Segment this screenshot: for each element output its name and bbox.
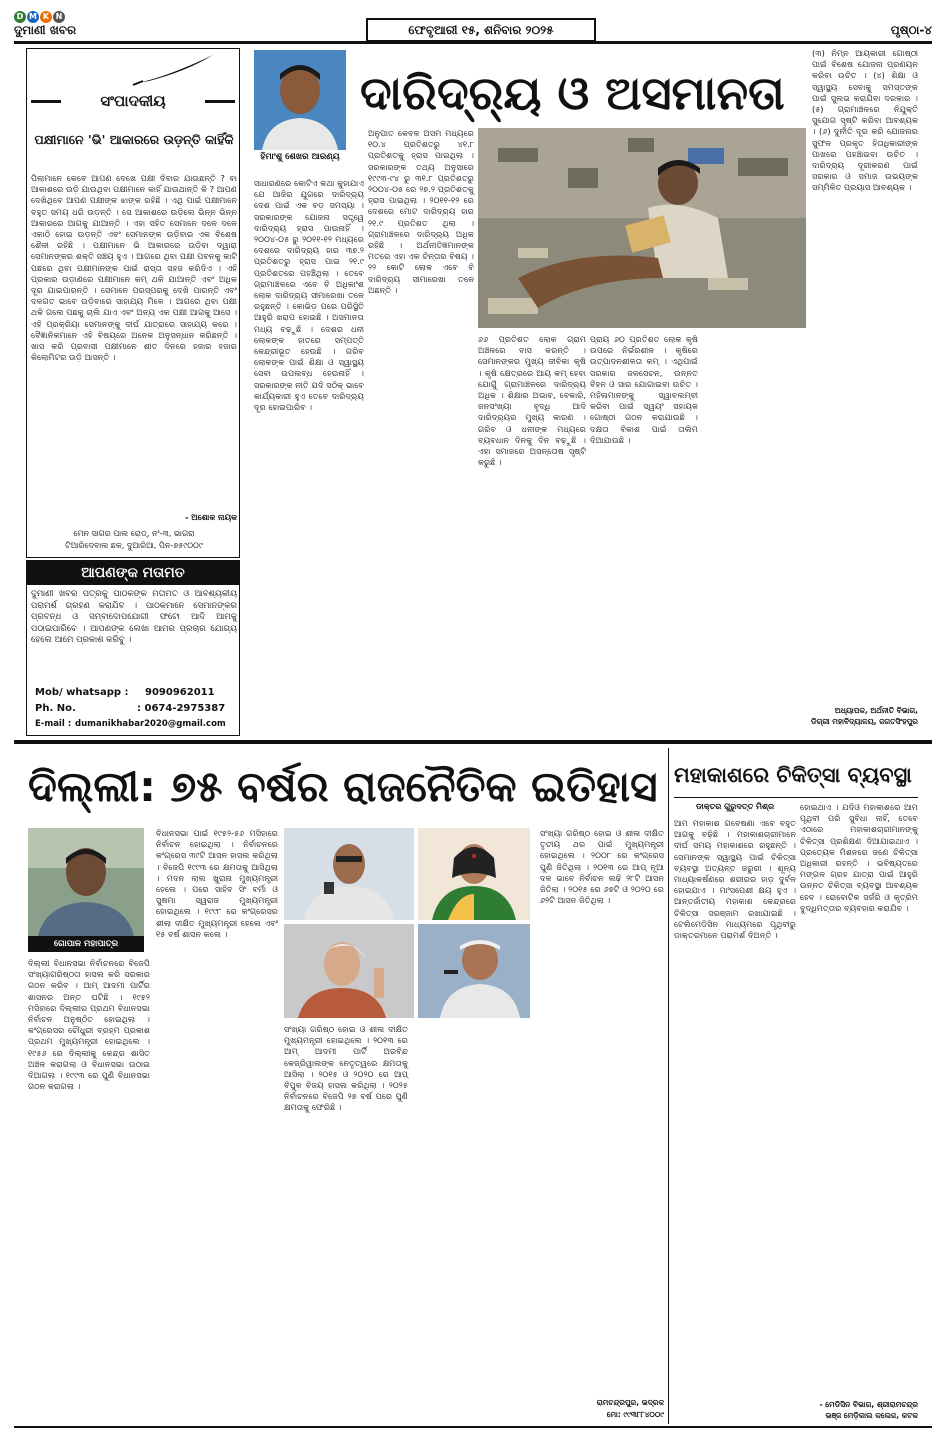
delhi-col-1: ଦିଲ୍ଲୀ ବିଧାନସଭା ନିର୍ବାଚନରେ ବିଜେପି ସଂଖ୍ୟାଗରିଷ୍ଠତା ହାସଲ କରି ସରକାର ଗଠନ କରିବ । ଆମ୍ ଆଦମୀ ପାର୍ଟିର ଶାସନର ଅନ୍ତ ଘଟିଛି । ୧୯୫୨ ମସିହାରେ ଦିଲ୍ଲୀର ପ୍ରଥମ ବିଧାନସଭା ନିର୍ବାଚନ ଅନୁଷ୍ଠିତ ହୋଇଥିଲା । କଂଗ୍ରେସର ଚୌଧୁରୀ ବ୍ରହ୍ମ ପ୍ରକାଶ ପ୍ରଥମ ମୁଖ୍ୟମନ୍ତ୍ରୀ ହୋଇଥିଲେ । ୧୯୫୬ ରେ ଦିଲ୍ଲୀକୁ କେନ୍ଦ୍ର ଶାସିତ ଅଞ୍ଚଳ କରାଗଲା ଓ ବିଧାନସଭା ଉଠାଇ ଦିଆଗଲା । ୧୯୯୩ ରେ ପୁଣି ବିଧାନସଭା ଗଠନ କରାଗଲା । <box>28 958 153 1092</box>
poverty-signature-1: ଅଧ୍ୟାପକ, ଅର୍ଥନୀତି ବିଭାଗ, <box>834 706 918 715</box>
vertical-divider <box>668 748 669 1424</box>
opinion-banner <box>27 561 239 585</box>
logo-letter: M <box>27 11 39 23</box>
contact-email-label: E-mail : <box>35 719 72 729</box>
editorial-author: - ଅଶୋକ ନାୟକ <box>185 513 237 522</box>
contact-email-value[interactable]: dumanikhabar2020@gmail.com <box>75 719 226 729</box>
contact-ph-value[interactable]: : 0674-2975387 <box>137 703 226 714</box>
logo-letter: D <box>14 11 26 23</box>
footer-rule <box>14 1426 932 1428</box>
editorial-address-1: ମେନ ସାଗର ପାଲ ରୋଡ୍, ନଂ-୩, ଭାଗରା <box>73 529 195 538</box>
delhi-col-2: ବିଧାନସଭା ପାଇଁ ୧୯୫୨-୫୬ ମସିହାରେ ନିର୍ବାଚନ ହୋଇଥିଲା । ନିର୍ବାଚନରେ କଂଗ୍ରେସ ୩୯ଟି ଆସନ ହାସଲ କରିଥିଲା । ବିଜେପି ୧୯୯୩ ରେ କ୍ଷମତାକୁ ଆସିଥିଲା । ମଦନ ଲାଲ ଖୁରାନା ମୁଖ୍ୟମନ୍ତ୍ରୀ ହେଲେ । ପରେ ସାହିବ ସିଂ ବର୍ମା ଓ ସୁଷମା ସ୍ୱରାଜ ମୁଖ୍ୟମନ୍ତ୍ରୀ ହୋଇଥିଲେ । ୧୯୯୮ ରେ କଂଗ୍ରେସର ଶୀଲା ଦୀକ୍ଷିତ ମୁଖ୍ୟମନ୍ତ୍ରୀ ହେଲେ ଏବଂ ୧୫ ବର୍ଷ ଶାସନ କଲେ । <box>156 828 281 939</box>
logo-letter: K <box>40 11 52 23</box>
page-number: ପୃଷ୍ଠା-୪ <box>890 23 932 37</box>
logo-letter: N <box>53 11 65 23</box>
editorial-headline: ପକ୍ଷୀମାନେ 'ଭି' ଆକାରରେ ଉଡ଼ନ୍ତି କାହିଁକି <box>34 132 234 147</box>
opinion-body: ଦୁମାଣୀ ଖବର ପତ୍ରକୁ ପାଠକଙ୍କ ମତାମତ ଓ ଆବଶ୍ୟକୀୟ ପରାମର୍ଶ ଗ୍ରହଣ କରାଯିବ । ପାଠକମାନେ ସେମାନଙ୍କର ପ୍ରବନ୍ଧ ଓ ସମ୍ବାଦୋପଯୋଗୀ ଫଟୋ ଆଦି ଆମକୁ ପଠାଇପାରିବେ । ଆପଣଙ୍କ ଲେଖା ଆମର ପ୍ରଚାର ଯୋଗ୍ୟ ହେଲେ ଆମେ ପ୍ରକାଶ କରିବୁ । <box>31 589 240 645</box>
author-photo-poverty <box>254 50 346 150</box>
poverty-col-4: ପ୍ରାୟ ୬୦ ପ୍ରତିଶତ ଲୋକ କୃଷି ଉପରେ ନିର୍ଭରଶୀଳ । କୃଷିରେ ଉତ୍ପାଦନଶୀଳତା କମ୍ । ଏଥିପାଇଁ ସରକାର ଜଳସେଚନ, ଉନ୍ନତ ବିହନ ଓ ସାର ଯୋଗାଇବା ଉଚିତ । ମହିଳାମାନଙ୍କୁ ସ୍ୱାବଲମ୍ବୀ କରିବା ପାଇଁ ସ୍ୱୟଂ ସହାୟକ ଗୋଷ୍ଠୀ ଗଠନ କରାଯାଉଛି । ଦକ୍ଷତା ବିକାଶ ପାଇଁ ତାଲିମ ଦିଆଯାଉଛି । <box>590 334 701 445</box>
editorial-body: ପିଲାମାନେ କେବେ ଆପଣ ଦେଖେ ପକ୍ଷୀ ଦିବାର ଯାଉଛନ୍ତି ? ବା ଆକାଶରେ ଉଡ଼ି ଯାଉଥିବା ପକ୍ଷୀମାନେ କାହିଁ ଯାଉଥାନ୍ତି କି ? ଆପଣ ଦେଖିଥିବେ ଆପଣ ପକ୍ଷୀଙ୍କ ଝାଙ୍କ ରହିଛି । ଏଥି ପାଇଁ ପକ୍ଷୀମାନେ ବହୁତ ସମୟ ଧରି ଉଡ଼ନ୍ତି । ସେ ଆକାଶରେ ଉଡ଼ିଲେ ଭିନ୍ନ ଭିନ୍ନ ଆକାରରେ ଆଗକୁ ଯାଆନ୍ତି । ଏହା ସହିତ ସେମାନେ ଦଳେ ଦଳେ ଏକାଠି ହୋଇ ଉଡ଼ନ୍ତି ଏବଂ ସେମାନଙ୍କ ଉଡ଼ିବାର ଏକ ବିଶେଷ ଶୈଳୀ ରହିଛି । ପକ୍ଷୀମାନେ ଭି ଆକାରରେ ଉଡ଼ିବା ଦ୍ୱାରା ସେମାନଙ୍କର ଶକ୍ତି ସଞ୍ଚୟ ହୁଏ । ଆଗରେ ଥିବା ପକ୍ଷୀ ପବନକୁ କାଟି ପଛରେ ଥିବା ପକ୍ଷୀମାନଙ୍କ ପାଇଁ ରାସ୍ତା ସହଜ କରିଦିଏ । ଏହି ପ୍ରକାର ଉଡ଼ାଣରେ ପକ୍ଷୀମାନେ କମ୍ ଥକି ଯାଆନ୍ତି ଏବଂ ଅଧିକ ଦୂର ଯାଇପାରନ୍ତି । ସେମାନେ ପରସ୍ପରକୁ ଦେଖି ପାରନ୍ତି ଏବଂ ଦଳଗତ ଭାବେ ଉଡ଼ିବାରେ ସାହାଯ୍ୟ ମିଳେ । ଆଗରେ ଥିବା ପକ୍ଷୀ ଥକି ଗଲେ ପଛକୁ ଚାଲି ଯାଏ ଏବଂ ଅନ୍ୟ ଏକ ପକ୍ଷୀ ଆଗକୁ ଆସେ । ଏହି ପ୍ରକ୍ରିୟା ସେମାନଙ୍କୁ ଦୀର୍ଘ ଯାତ୍ରାରେ ସାହାଯ୍ୟ କରେ । ବୈଜ୍ଞାନିକମାନେ ଏହି ବିଷୟରେ ଅନେକ ଅନୁସନ୍ଧାନ କରିଛନ୍ତି । ଖାସ କରି ପ୍ରବାସୀ ପକ୍ଷୀମାନେ ଶୀତ ଦିନରେ ହଜାର ହଜାର କିଲୋମିଟର ଉଡ଼ି ଆସନ୍ତି । <box>31 173 240 363</box>
opinion-banner-text: ଆପଣଙ୍କ ମତାମତ <box>81 565 185 581</box>
contact-mob-value[interactable]: 9090962011 <box>145 687 215 698</box>
space-signature-2: ଭଞ୍ଜ ମେଡ଼ିକାଲ କଲେଜ, କଟକ <box>825 1411 918 1420</box>
issue-date-text: ଫେବୃଆରୀ ୧୫, ଶନିବାର ୨୦୨୫ <box>408 23 554 37</box>
section-divider <box>14 740 932 744</box>
contact-ph-label: Ph. No. <box>35 703 76 714</box>
author-caption-delhi-text: ଗୋପାଳ ମହାପାତ୍ର <box>53 939 119 949</box>
editorial-banner <box>31 89 235 113</box>
space-headline: ମହାକାଶରେ ଚିକିତ୍ସା ବ୍ୟବସ୍ଥା <box>674 752 918 798</box>
editorial-box <box>26 48 240 558</box>
politician-photo-1 <box>284 828 414 920</box>
poverty-signature-2: ଡିଗ୍ରୀ ମହାବିଦ୍ୟାଳୟ, ଜଗତସିଂହପୁର <box>811 717 918 726</box>
poverty-photo <box>478 128 806 328</box>
quill-icon <box>127 51 217 87</box>
poverty-col-1: ସାଧାରଣରେ କୋଟିଏ କଥା କୁହାଯାଏ ଯେ ଆଜିର ଯୁଗରେ ଦାରିଦ୍ର୍ୟ ଦେଶ ପାଇଁ ଏକ ବଡ଼ ସମସ୍ୟା । ସରକାରଙ୍କ ଯୋଜନା ସତ୍ତ୍ୱେ ଦାରିଦ୍ର୍ୟ ହ୍ରାସ ପାଉନାହିଁ । ୨୦୦୪-୦୫ ରୁ ୨୦୧୧-୧୨ ମଧ୍ୟରେ ଦେଶରେ ଦାରିଦ୍ର୍ୟ ହାର ୩୭.୨ ପ୍ରତିଶତରୁ ହ୍ରାସ ପାଇ ୨୧.୯ ପ୍ରତିଶତରେ ପହଞ୍ଚିଥିଲା । ତେବେ ଗ୍ରାମାଞ୍ଚଳରେ ଏବେ ବି ଅଧିକାଂଶ ଲୋକ ଦାରିଦ୍ର୍ୟ ସୀମାରେଖା ତଳେ ରହୁଛନ୍ତି । କୋଭିଡ଼ ପରେ ପରିସ୍ଥିତି ଆହୁରି ଖରାପ ହୋଇଛି । ଅସମାନତା ମଧ୍ୟ ବଢ଼ୁଛି । ଦେଶର ଧନୀ ଲୋକଙ୍କ ହାତରେ ସମ୍ପତ୍ତି କେନ୍ଦ୍ରୀଭୂତ ହେଉଛି । ଗରିବ ଲୋକଙ୍କ ପାଇଁ ଶିକ୍ଷା ଓ ସ୍ୱାସ୍ଥ୍ୟ ସେବା ଉପଲବ୍ଧ ହେଉନାହିଁ । ସରକାରଙ୍କ ନୀତି ଯଦି ସଠିକ୍ ଭାବେ କାର୍ଯ୍ୟକାରୀ ହୁଏ ତେବେ ଦାରିଦ୍ର୍ୟ ଦୂର ହୋଇପାରିବ । <box>254 178 367 413</box>
space-col-2: ହୋଇଥାଏ । ଯଦିଓ ମହାକାଶରେ ଆମ ପୃଥିବୀ ପରି ସୁବିଧା ନାହିଁ, ତେବେ ଏଠାରେ ମହାକାଶଚାରୀମାନଙ୍କୁ ଚିକିତ୍ସା ପ୍ରଶିକ୍ଷଣ ଦିଆଯାଇଥାଏ । ପ୍ରତ୍ୟେକ ମିଶନରେ ଜଣେ ଚିକିତ୍ସା ଅଧିକାରୀ ରହନ୍ତି । ଭବିଷ୍ୟତରେ ମଙ୍ଗଳ ଗ୍ରହ ଯାତ୍ରା ପାଇଁ ଆହୁରି ଉନ୍ନତ ଚିକିତ୍ସା ବ୍ୟବସ୍ଥା ଆବଶ୍ୟକ ହେବ । ରୋବୋଟିକ ସର୍ଜରି ଓ କୃତ୍ରିମ ବୁଦ୍ଧିମତ୍ତାର ବ୍ୟବହାର କରାଯିବ । <box>800 802 921 913</box>
opinion-box <box>26 560 240 736</box>
politician-photo-3 <box>284 924 414 1018</box>
masthead <box>14 4 932 44</box>
masthead-rule <box>14 41 932 44</box>
author-photo-delhi <box>28 828 144 936</box>
editorial-banner-text: ସଂପାଦକୀୟ <box>100 92 166 110</box>
delhi-signature-2: ମୋ: ୯୯୩୮୮୪୦୦୯ <box>606 1410 664 1419</box>
delhi-col-3: ସଂଖ୍ୟା ଗରିଷ୍ଠ ହୋଇ ଓ ଶୀଳା ଦୀକ୍ଷିତ ମୁଖ୍ୟମନ୍ତ୍ରୀ ହୋଇଥିଲେ । ୨୦୧୩ ରେ ଆମ୍ ଆଦମୀ ପାର୍ଟି ଅରବିନ୍ଦ କେଜ୍ରିୱାଲଙ୍କ ନେତୃତ୍ୱରେ କ୍ଷମତାକୁ ଆସିଲା । ୨୦୧୫ ଓ ୨୦୨୦ ରେ ଆପ୍ ବିପୁଳ ବିଜୟ ହାସଲ କରିଥିଲା । ୨୦୨୫ ନିର୍ବାଚନରେ ବିଜେପି ୨୭ ବର୍ଷ ପରେ ପୁଣି କ୍ଷମତାକୁ ଫେରିଛି । <box>284 1024 411 1113</box>
author-caption-poverty: ହିମାଂଶୁ ଶେଖର ଆରଣ୍ୟ <box>260 152 340 162</box>
contact-mob-label: Mob/ whatsapp : <box>35 687 129 698</box>
space-byline: ଡାକ୍ତର ଗୁରୁଦତ୍ତ ମିଶ୍ର <box>695 802 775 811</box>
author-caption-delhi <box>28 936 144 952</box>
poverty-headline: ଦାରିଦ୍ର୍ୟ ଓ ଅସମାନତା <box>360 66 785 120</box>
space-signature-1: - ମେଡିସିନ ବିଭାଗ, ଶ୍ରୀରାମଚନ୍ଦ୍ର <box>819 1400 918 1409</box>
issue-date <box>366 18 596 42</box>
delhi-col-4: ସଂଖ୍ୟା ଗରିଷ୍ଠ ହୋଇ ଓ ଶୀଳା ଦୀକ୍ଷିତ ତୃତୀୟ ଥର ପାଇଁ ମୁଖ୍ୟମନ୍ତ୍ରୀ ହୋଇଥିଲେ । ୨୦୦୮ ରେ କଂଗ୍ରେସ ପୁଣି ଜିତିଥିଲା । ୨୦୧୩ ରେ ଆପ୍ ନୂଆ ଦଳ ଭାବେ ନିର୍ବାଚନ ଲଢ଼ି ୨୮ଟି ଆସନ ଜିତିଲା । ୨୦୧୫ ରେ ୬୭ଟି ଓ ୨୦୨୦ ରେ ୬୨ଟି ଆସନ ଜିତିଥିଲା । <box>540 828 667 906</box>
poverty-col-3: ୬୬ ପ୍ରତିଶତ ଲୋକ ଗ୍ରାମ ଅଞ୍ଚଳରେ ବାସ କରନ୍ତି । ସେମାନଙ୍କର ମୁଖ୍ୟ ଜୀବିକା କୃଷି । କୃଷି କ୍ଷେତ୍ରରେ ଆୟ କମ୍ ହେବା ଯୋଗୁଁ ଗ୍ରାମାଞ୍ଚଳରେ ଦାରିଦ୍ର୍ୟ ଅଧିକ । ଶିକ୍ଷାର ଅଭାବ, ବେକାରି, ଜନସଂଖ୍ୟା ବୃଦ୍ଧି ଆଦି ଦାରିଦ୍ର୍ୟର ମୁଖ୍ୟ କାରଣ । ଗରିବ ଓ ଧନୀଙ୍କ ମଧ୍ୟରେ ବ୍ୟବଧାନ ଦିନକୁ ଦିନ ବଢ଼ୁଛି । ଏହା ସମାଜରେ ଅସନ୍ତୋଷ ସୃଷ୍ଟି କରୁଛି । <box>478 334 589 468</box>
politician-photo-4 <box>418 924 530 1018</box>
poverty-col-2: ଅନୁପାତ କେବଳ ଅସମ ମଧ୍ୟରେ ୧୦.୪ ପ୍ରତିଶତରୁ ୪୧.୮ ପ୍ରତିଶତକୁ ହ୍ରାସ ପାଇଥିଲା । ସରକାରଙ୍କ ତଥ୍ୟ ଅନୁସାରେ ୧୯୯୩-୯୪ ରୁ ୩୧.୮ ପ୍ରତିଶତରୁ ୨୦୦୪-୦୫ ରେ ୨୭.୨ ପ୍ରତିଶତକୁ ହ୍ରାସ ପାଇଥିଲା । ୨୦୧୧-୧୨ ରେ ଦେଶରେ ମୋଟ ଦାରିଦ୍ର୍ୟ ହାର ୨୧.୯ ପ୍ରତିଶତ ଥିଲା । ଗ୍ରାମାଞ୍ଚଳରେ ଦାରିଦ୍ର୍ୟ ଅଧିକ ରହିଛି । ଅର୍ଥନୀତିଜ୍ଞମାନଙ୍କ ମତରେ ଏହା ଏକ ଚିନ୍ତାର ବିଷୟ । ୨୨ କୋଟି ଲୋକ ଏବେ ବି ଦାରିଦ୍ର୍ୟ ସୀମାରେଖା ତଳେ ଅଛନ୍ତି । <box>368 128 477 295</box>
delhi-signature-1: ରାମଚନ୍ଦ୍ରପୁର, ଭଦ୍ରକ <box>596 1398 664 1407</box>
editorial-address-2: ଟିଆରିଦେବାଲ ଛକ, ଦୁଆରିଆ, ପିନ-୭୫୯୦୦୯ <box>65 541 203 550</box>
poverty-col-5: (୩) ନିମ୍ନ ଆୟକାରୀ ଗୋଷ୍ଠୀ ପାଇଁ ବିଶେଷ ଯୋଜନା ପ୍ରଣୟନ କରିବା ଉଚିତ । (୪) ଶିକ୍ଷା ଓ ସ୍ୱାସ୍ଥ୍ୟ ସେବାକୁ ସମସ୍ତଙ୍କ ପାଇଁ ସୁଲଭ କରାଯିବା ଦରକାର । (୫) ଗ୍ରାମାଞ୍ଚଳରେ ନିଯୁକ୍ତି ସୁଯୋଗ ସୃଷ୍ଟି କରିବା ଆବଶ୍ୟକ । (୬) ଦୁର୍ନୀତି ଦୂର କରି ଯୋଜନାର ସୁଫଳ ପ୍ରକୃତ ହିତାଧିକାରୀଙ୍କ ପାଖରେ ପହଞ୍ଚାଇବା ଉଚିତ । ଦାରିଦ୍ର୍ୟ ଦୂରୀକରଣ ପାଇଁ ସରକାର ଓ ସମାଜ ଉଭୟଙ୍କ ସମ୍ମିଳିତ ପ୍ରୟାସ ଆବଶ୍ୟକ । <box>812 48 921 193</box>
section-name: ଦୁମାଣୀ ଖବର <box>14 23 77 37</box>
delhi-headline: ଦିଲ୍ଲୀ: ୭୫ ବର୍ଷର ରାଜନୈତିକ ଇତିହାସ <box>28 762 658 811</box>
politician-photo-2 <box>418 828 530 920</box>
paper-logo <box>14 4 94 21</box>
space-col-1: ଆମ ମହାକାଶ ଗବେଷଣା ଏବେ ବହୁତ ଆଗକୁ ବଢ଼ିଛି । ମହାକାଶଚାରୀମାନେ ଦୀର୍ଘ ସମୟ ମହାକାଶରେ ରହୁଛନ୍ତି । ସେମାନଙ୍କ ସ୍ୱାସ୍ଥ୍ୟ ପାଇଁ ଚିକିତ୍ସା ବ୍ୟବସ୍ଥା ଅତ୍ୟନ୍ତ ଜରୁରୀ । ଶୂନ୍ୟ ମାଧ୍ୟାକର୍ଷଣରେ ଶରୀରର ହାଡ଼ ଦୁର୍ବଳ ହୋଇଯାଏ । ମାଂସପେଶୀ କ୍ଷୟ ହୁଏ । ଆନ୍ତର୍ଜାତୀୟ ମହାକାଶ କେନ୍ଦ୍ରରେ ଚିକିତ୍ସା ସରଞ୍ଜାମ ରଖାଯାଇଛି । ଟେଲିମେଡିସିନ ମାଧ୍ୟମରେ ପୃଥିବୀରୁ ଡାକ୍ତରମାନେ ପରାମର୍ଶ ଦିଅନ୍ତି । <box>674 818 799 941</box>
